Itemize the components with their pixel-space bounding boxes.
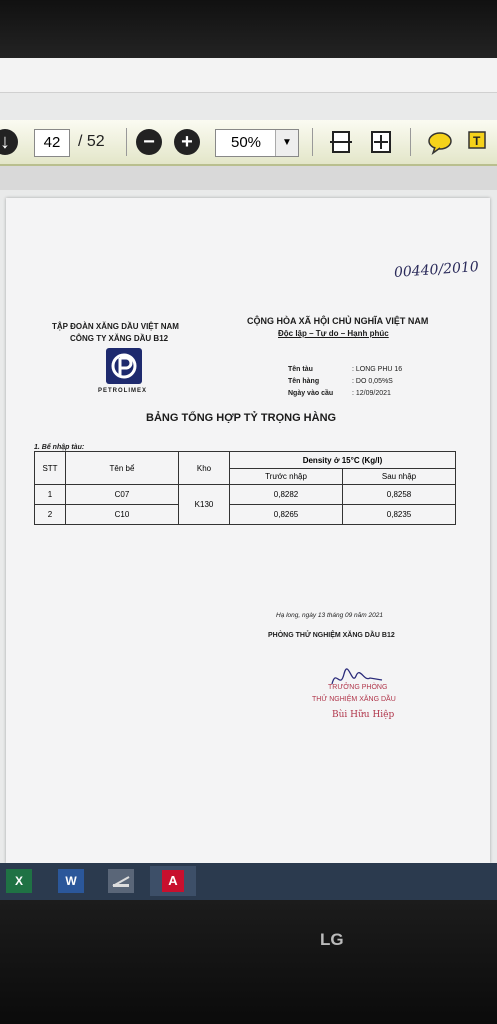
text-tool-icon	[466, 129, 494, 155]
zoom-value: 50%	[230, 134, 262, 151]
page-number-input[interactable]: 42	[34, 129, 70, 157]
pdf-toolbar	[0, 120, 497, 166]
chevron-down-icon[interactable]: ▼	[275, 130, 298, 156]
org-line-2: CÔNG TY XĂNG DẦU B12	[70, 334, 169, 343]
typewriter-button[interactable]	[466, 127, 494, 157]
stamp-line-2: THỬ NGHIỆM XĂNG DẦU	[312, 696, 396, 703]
pdf-page	[6, 198, 490, 863]
header-before: Trước nhập	[230, 469, 343, 485]
fit-page-icon	[368, 129, 394, 155]
monitor-bezel-bottom	[0, 900, 497, 1024]
header-after: Sau nhập	[343, 469, 456, 485]
document-title: BẢNG TỔNG HỢP TỶ TRỌNG HÀNG	[146, 412, 337, 424]
scanner-glyph	[111, 874, 131, 888]
scanner-icon[interactable]	[108, 869, 134, 893]
density-table	[34, 451, 456, 525]
zoom-out-button[interactable]	[136, 127, 162, 157]
next-page-button[interactable]	[0, 127, 18, 157]
speech-bubble-icon	[426, 129, 454, 155]
stamp-line-1: TRƯỞNG PHÒNG	[328, 684, 388, 691]
toolbar-divider	[312, 128, 313, 156]
ship-label: Tên tàu	[288, 366, 313, 373]
menu-bar	[0, 58, 497, 93]
plus-icon: +	[174, 129, 200, 155]
toolbar-divider	[126, 128, 127, 156]
fit-width-icon	[328, 129, 354, 155]
table-row	[35, 485, 456, 505]
logo-text: PETROLIMEX	[98, 388, 148, 394]
monitor-bezel-top	[0, 0, 497, 58]
arrow-down-icon: ↓	[0, 129, 18, 155]
svg-text:T: T	[473, 134, 481, 148]
petrolimex-logo	[106, 348, 142, 384]
screen	[0, 58, 497, 900]
ship-value: : LONG PHU 16	[352, 366, 403, 373]
header-density: Density ở 15°C (Kg/l)	[230, 452, 456, 469]
header-stt: STT	[35, 452, 66, 485]
republic-title: CỘNG HÒA XÃ HỘI CHỦ NGHĨA VIỆT NAM	[247, 316, 429, 326]
minus-icon: −	[136, 129, 162, 155]
fit-width-button[interactable]	[328, 127, 354, 157]
row-tank: C10	[66, 505, 179, 525]
excel-icon[interactable]: X	[6, 869, 32, 893]
place-date: Hạ long, ngày 13 tháng 09 năm 2021	[276, 612, 383, 619]
section-heading: 1. Bể nhập tàu:	[34, 444, 85, 451]
goods-value: : DO 0,05%S	[352, 378, 393, 385]
row-stt: 2	[35, 505, 66, 525]
signer-name: Bùi Hữu Hiệp	[332, 710, 395, 720]
row-after: 0,8258	[343, 485, 456, 505]
goods-label: Tên hàng	[288, 378, 320, 385]
row-after: 0,8235	[343, 505, 456, 525]
table-row	[35, 505, 456, 525]
org-line-1: TẬP ĐOÀN XĂNG DẦU VIỆT NAM	[52, 322, 179, 331]
header-tank: Tên bể	[66, 452, 179, 485]
motto: Độc lập – Tự do – Hạnh phúc	[278, 329, 389, 338]
lab-name: PHÒNG THỬ NGHIỆM XĂNG DẦU B12	[268, 632, 395, 639]
row-before: 0,8265	[230, 505, 343, 525]
word-icon[interactable]: W	[58, 869, 84, 893]
acrobat-icon: A	[162, 870, 184, 892]
header-kho: Kho	[179, 452, 230, 485]
petrolimex-logo-icon	[106, 348, 142, 384]
handwritten-reference: 00440/2010	[393, 259, 480, 281]
row-tank: C07	[66, 485, 179, 505]
row-kho: K130	[179, 485, 230, 525]
zoom-select[interactable]	[215, 129, 299, 157]
toolbar-divider	[410, 128, 411, 156]
taskbar	[0, 863, 497, 900]
comment-button[interactable]	[426, 127, 454, 157]
date-label: Ngày vào cầu	[288, 390, 334, 397]
page-total: / 52	[78, 133, 105, 150]
document-area-top	[0, 166, 497, 190]
row-stt: 1	[35, 485, 66, 505]
acrobat-taskbar-button[interactable]	[150, 866, 196, 896]
monitor-brand-logo: LG	[320, 930, 344, 949]
row-before: 0,8282	[230, 485, 343, 505]
fit-page-button[interactable]	[368, 127, 394, 157]
date-value: : 12/09/2021	[352, 390, 391, 397]
zoom-in-button[interactable]	[174, 127, 200, 157]
